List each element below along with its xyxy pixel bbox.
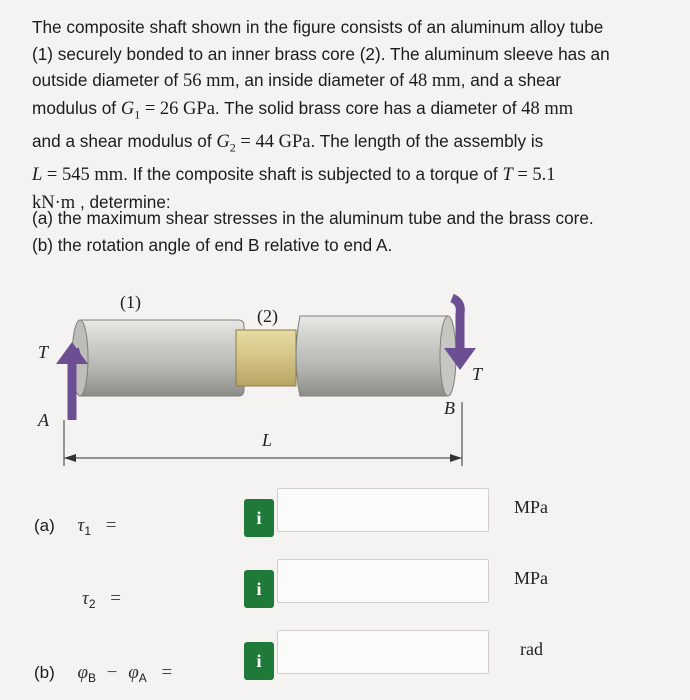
tau2-input[interactable] <box>277 559 489 603</box>
problem-line-7: kN·m , determine: <box>32 191 171 213</box>
part-a-text: (a) the maximum shear stresses in the aluminum tube and the brass core. <box>32 208 594 228</box>
label-l: L <box>262 430 273 450</box>
problem-line-2: (1) securely bonded to an inner brass core (2). The aluminum sleeve has an <box>32 43 610 64</box>
label-b: B <box>444 398 455 418</box>
aluminum-tube-right <box>296 316 452 396</box>
unit-tau1: MPa <box>514 497 549 517</box>
info-button-tau2[interactable] <box>244 570 274 608</box>
problem-statement <box>32 14 672 217</box>
dimension-arrow-left <box>64 454 76 462</box>
unit-rotation: rad <box>520 639 543 659</box>
unit-tau2: MPa <box>514 568 549 588</box>
info-icon: i <box>256 650 262 671</box>
question-parts <box>32 205 672 259</box>
answer-label-tau1: (a) $\tau_1$ = <box>34 515 117 538</box>
shaft-figure <box>0 280 520 470</box>
problem-line-6: L = 545 mm. If the composite shaft is subjected to a torque of T = 5.1 <box>32 164 556 186</box>
problem-line-5: and a shear modulus of $G_2 = 44$ GPa. The length of the assembly is <box>32 131 544 155</box>
problem-line-3: outside diameter of 56 mm, an inside diameter of 48 mm, and a shear <box>32 70 561 92</box>
info-button-phi[interactable] <box>244 642 274 680</box>
info-icon: i <box>256 578 262 599</box>
part-b-text: (b) the rotation angle of end B relative to end A. <box>32 235 393 255</box>
label-t-right: T <box>472 364 483 384</box>
label-t-left: T <box>38 342 49 362</box>
info-icon: i <box>256 507 262 528</box>
tau1-input[interactable] <box>277 488 489 532</box>
brass-core <box>236 330 296 386</box>
label-a: A <box>38 410 49 430</box>
aluminum-tube-left <box>76 320 244 396</box>
answer-label-tau2: $\tau_2$ = <box>82 588 121 611</box>
problem-line-4: modulus of $G_1 = 26$ GPa. The solid brass core has a diameter of 48 mm <box>32 97 574 122</box>
rotation-angle-input[interactable] <box>277 630 489 674</box>
problem-line-1: The composite shaft shown in the figure consists of an aluminum alloy tube <box>32 17 604 37</box>
label-core-2: (2) <box>257 306 278 326</box>
info-button-tau1[interactable] <box>244 499 274 537</box>
label-tube-1: (1) <box>120 292 141 312</box>
answer-label-phi: (b) $\varphi_B - \varphi_A$ = <box>34 662 173 685</box>
dimension-arrow-right <box>450 454 462 462</box>
